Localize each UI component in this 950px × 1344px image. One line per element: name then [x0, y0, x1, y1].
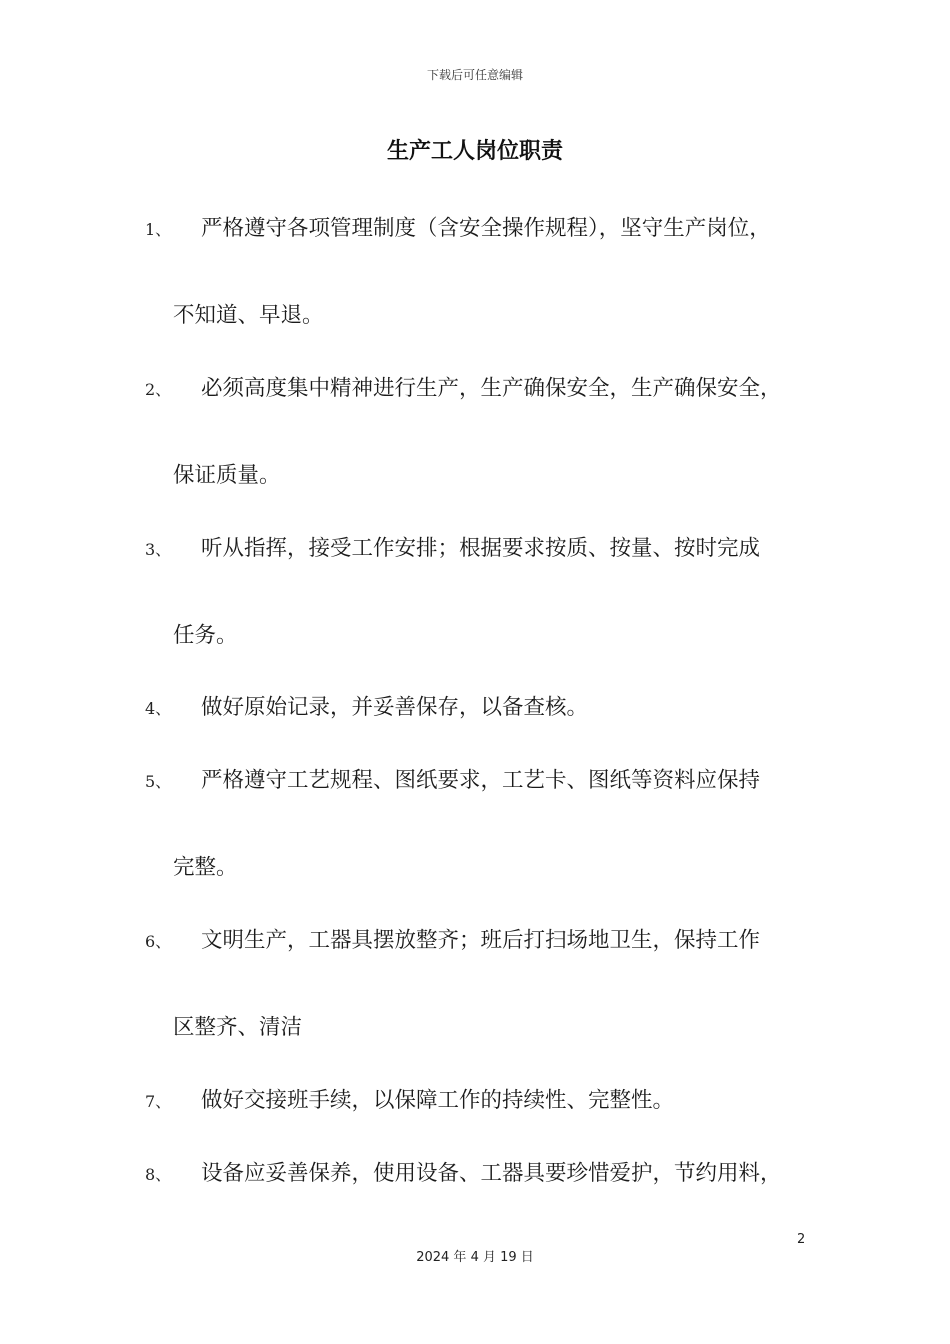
item-number: 2、 [145, 380, 172, 399]
item-text-line-2: 任务。 [173, 623, 238, 648]
item-text-line-1: 文明生产，工器具摆放整齐；班后打扫场地卫生，保持工作 [201, 928, 761, 953]
item-number: 7、 [145, 1092, 172, 1111]
item-text-line-1: 听从指挥，接受工作安排；根据要求按质、按量、按时完成 [201, 536, 761, 561]
item-number: 4、 [145, 699, 172, 718]
item-text-line-2: 区整齐、清洁 [173, 1015, 303, 1040]
item-text-line-1: 严格遵守各项管理制度（含安全操作规程），坚守生产岗位， [201, 216, 771, 241]
item-number: 6、 [145, 932, 172, 951]
header-note: 下载后可任意编辑 [426, 68, 523, 82]
item-text-line-2: 保证质量。 [173, 463, 281, 488]
item-number: 8、 [145, 1165, 172, 1184]
item-text-line-1: 设备应妥善保养，使用设备、工器具要珍惜爱护，节约用料， [201, 1161, 782, 1186]
footer-date: 2024 年 4 月 19 日 [416, 1250, 534, 1265]
item-number: 5、 [145, 772, 172, 791]
item-text-line-2: 完整。 [173, 855, 238, 880]
item-text-line-1: 严格遵守工艺规程、图纸要求，工艺卡、图纸等资料应保持 [201, 768, 761, 793]
document-title: 生产工人岗位职责 [386, 139, 563, 164]
item-text-line-2: 不知道、早退。 [173, 303, 324, 328]
item-text-line-1: 做好交接班手续，以保障工作的持续性、完整性。 [201, 1088, 675, 1113]
item-number: 3、 [145, 540, 172, 559]
item-number: 1、 [145, 220, 172, 239]
item-text-line-1: 必须高度集中精神进行生产，生产确保安全，生产确保安全， [201, 376, 782, 401]
item-text-line-1: 做好原始记录，并妥善保存，以备查核。 [201, 695, 589, 720]
page-number: 2 [797, 1232, 806, 1247]
